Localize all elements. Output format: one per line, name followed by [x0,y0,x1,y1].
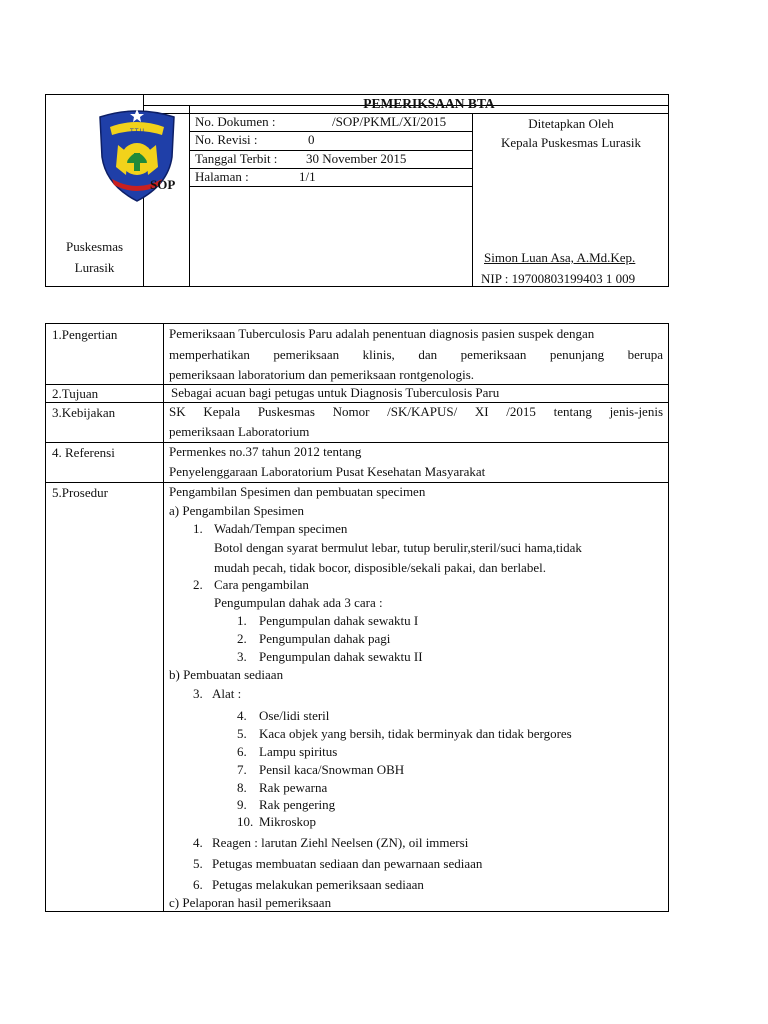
list-number: 4. [237,708,247,723]
list-number: 9. [237,797,247,812]
list-number: 5. [237,726,247,741]
list-item: Reagen : larutan Ziehl Neelsen (ZN), oil immersi [212,835,469,850]
referensi-label: 4. Referensi [52,445,115,460]
pengertian-text-line: memperhatikan pemeriksaan klinis, dan pemeriksaan penunjang berupa [169,347,663,362]
pengertian-text-line: pemeriksaan laboratorium dan pemeriksaan rontgenologis. [169,367,475,382]
halaman-value: 1/1 [299,169,316,184]
divider [189,105,190,287]
signer-nip: NIP : 19700803199403 1 009 [481,271,636,286]
list-number: 10. [237,814,254,829]
list-item: Kaca objek yang bersih, tidak berminyak dan tidak bergores [259,726,572,741]
cara-title: Cara pengambilan [214,577,309,592]
list-number: 7. [237,762,247,777]
kebijakan-label: 3.Kebijakan [52,405,116,420]
referensi-text-line: Penyelenggaraan Laboratorium Pusat Kesehatan Masyarakat [169,464,486,479]
list-item: Pensil kaca/Snowman OBH [259,762,405,777]
list-number: 1. [237,613,247,628]
prosedur-a-heading: a) Pengambilan Spesimen [169,503,305,518]
list-item: Rak pewarna [259,780,328,795]
org-name-line1: Puskesmas [65,239,124,254]
wadah-desc-line: mudah pecah, tidak bocor, disposible/sekali pakai, dan berlabel. [214,560,546,575]
tanggal-terbit-value: 30 November 2015 [306,151,407,166]
wadah-desc-line: Botol dengan syarat bermulut lebar, tutup berulir,steril/suci hama,tidak [214,540,582,555]
pengertian-text-line: Pemeriksaan Tuberculosis Paru adalah penentuan diagnosis pasien suspek dengan [169,326,595,341]
list-number: 3. [193,686,203,701]
list-item: Lampu spiritus [259,744,338,759]
no-dokumen-label: No. Dokumen : [195,114,276,129]
list-number: 5. [193,856,203,871]
kebijakan-text-line: SK Kepala Puskesmas Nomor /SK/KAPUS/ XI /2015 tentang jenis-jenis [169,404,663,419]
sop-label: SOP [150,177,176,192]
list-number: 1. [193,521,203,536]
list-number: 6. [237,744,247,759]
referensi-text-line: Permenkes no.37 tahun 2012 tentang [169,444,362,459]
alat-title: Alat : [212,686,242,701]
tujuan-label: 2.Tujuan [52,386,99,401]
halaman-label: Halaman : [195,169,249,184]
ditetapkan-oleh: Ditetapkan Oleh [528,116,614,131]
sop-header-table [45,94,669,287]
list-number: 4. [193,835,203,850]
list-item: Ose/lidi steril [259,708,330,723]
signer-name: Simon Luan Asa, A.Md.Kep. [484,250,636,265]
list-number: 2. [237,631,247,646]
list-number: 3. [237,649,247,664]
tanggal-terbit-label: Tanggal Terbit : [195,151,278,166]
list-item: Pengumpulan dahak sewaktu I [259,613,419,628]
list-number: 2. [193,577,203,592]
list-item: Petugas melakukan pemeriksaan sediaan [212,877,424,892]
pengertian-label: 1.Pengertian [52,327,118,342]
org-name-line2: Lurasik [74,260,115,275]
divider [163,324,164,912]
document-title: PEMERIKSAAN BTA [363,96,495,111]
list-number: 8. [237,780,247,795]
prosedur-label: 5.Prosedur [52,485,108,500]
no-revisi-label: No. Revisi : [195,132,258,147]
list-item: Rak pengering [259,797,336,812]
divider [189,186,472,187]
prosedur-c-heading: c) Pelaporan hasil pemeriksaan [169,895,332,910]
svg-text:T.T.U: T.T.U [129,128,145,135]
tujuan-text: Sebagai acuan bagi petugas untuk Diagnosis Tuberculosis Paru [171,385,500,400]
prosedur-intro: Pengambilan Spesimen dan pembuatan specimen [169,484,426,499]
list-number: 6. [193,877,203,892]
kebijakan-text-line: pemeriksaan Laboratorium [169,424,310,439]
prosedur-b-heading: b) Pembuatan sediaan [169,667,284,682]
list-item: Pengumpulan dahak pagi [259,631,391,646]
no-dokumen-value: /SOP/PKML/XI/2015 [332,114,447,129]
ditetapkan-jabatan: Kepala Puskesmas Lurasik [500,135,642,150]
list-item: Mikroskop [259,814,317,829]
cara-desc: Pengumpulan dahak ada 3 cara : [214,595,383,610]
no-revisi-value: 0 [308,132,315,147]
wadah-title: Wadah/Tempan specimen [214,521,348,536]
sop-content-table [45,323,669,912]
list-item: Pengumpulan dahak sewaktu II [259,649,423,664]
list-item: Petugas membuatan sediaan dan pewarnaan sediaan [212,856,483,871]
